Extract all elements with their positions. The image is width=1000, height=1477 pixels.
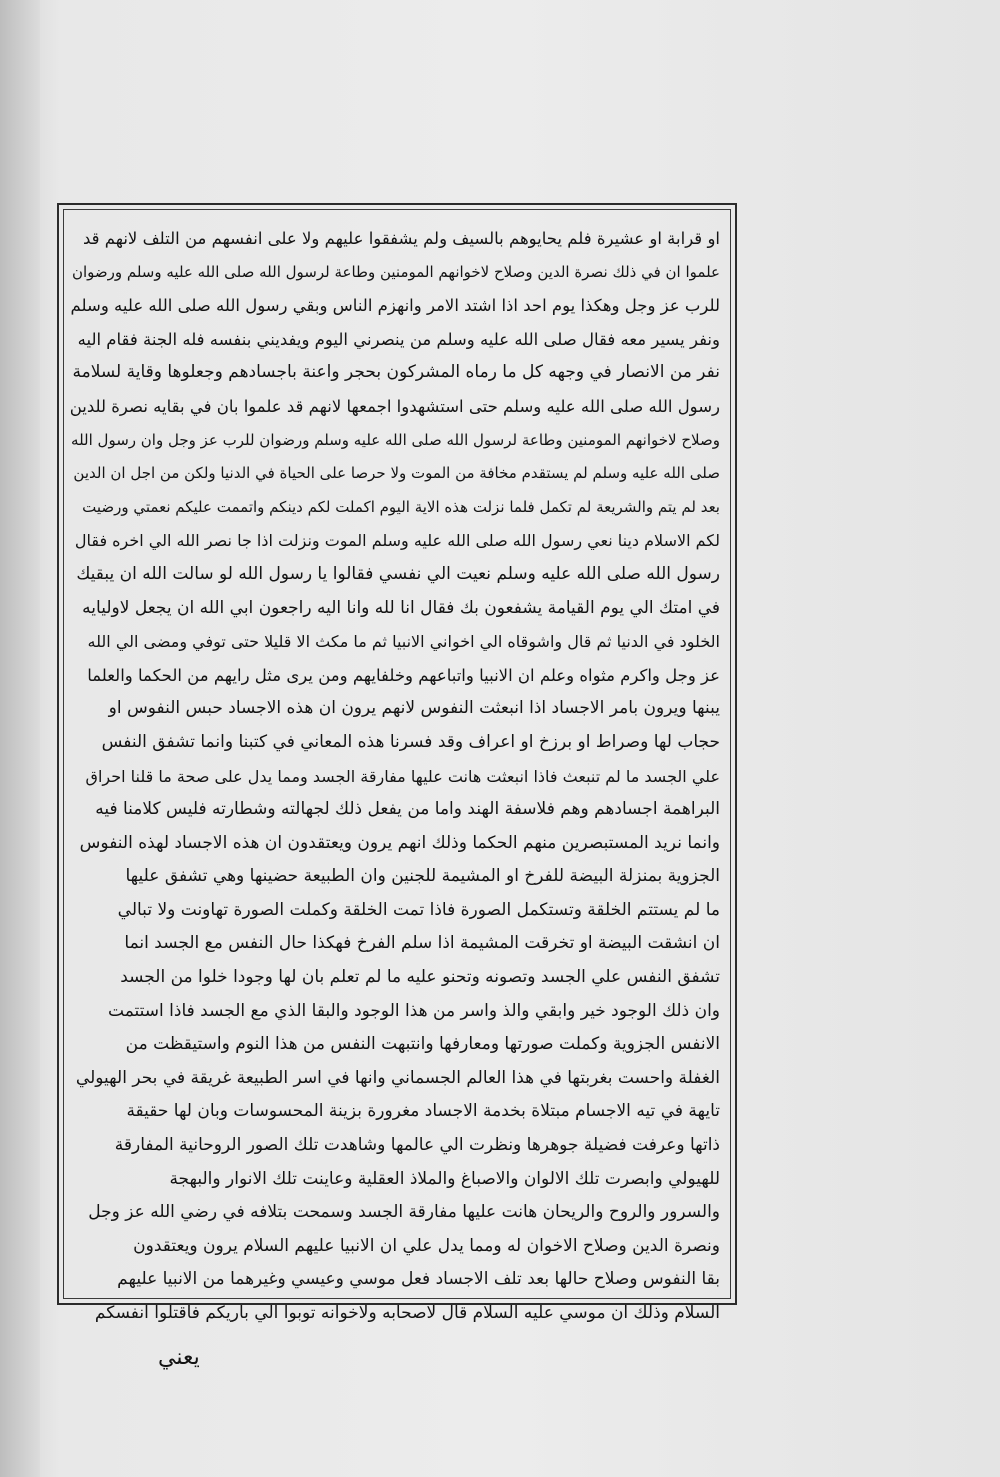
manuscript-line: تايهة في تيه الاجسام مبتلاة بخدمة الاجساد مغرورة بزينة المحسوسات وبان لها حقيقة (126, 1101, 720, 1122)
manuscript-line: يبنها ويرون بامر الاجساد اذا انبعثت النفوس لانهم يرون ان هذه الاجساد حبس النفوس او (108, 698, 720, 719)
manuscript-line: وان ذلك الوجود خير وابقي والذ واسر من هذا الوجود والبقا الذي مع الجسد فاذا استتمت (108, 1000, 720, 1021)
manuscript-line: للهيولي وابصرت تلك الالوان والاصباغ والملاذ العقلية وعاينت تلك الانوار والبهجة (169, 1168, 720, 1189)
manuscript-line: حجاب لها وصراط او برزخ او اعراف وقد فسرنا هذه المعاني في كتبنا وانما تشفق النفس (101, 731, 720, 752)
manuscript-line: علي الجسد ما لم تنبعث فاذا انبعثت هانت عليها مفارقة الجسد ومما يدل على صحة ما قلنا احراق (85, 766, 720, 786)
manuscript-line: بقا النفوس وصلاح حالها بعد تلف الاجساد فعل موسي وعيسي وغيرهما من الانبيا عليهم (117, 1269, 720, 1290)
manuscript-line: الجزوية بمنزلة البيضة للفرخ او المشيمة للجنين وان الطبيعة حضينها وهي تشفق عليها (125, 866, 720, 887)
manuscript-line: تشفق النفس علي الجسد وتصونه وتحنو عليه ما لم تعلم بان لها وجودا خلوا من الجسد (120, 967, 720, 988)
manuscript-line: صلى الله عليه وسلم لم يستقدم مخافة من الموت ولا حرصا على الحياة في الدنيا ولكن من اجل ان الدين (73, 464, 720, 483)
manuscript-line: وصلاح لاخوانهم المومنين وطاعة لرسول الله صلى الله عليه وسلم ورضوان للرب عز وجل وان رسول الله (71, 430, 720, 449)
manuscript-line: الغفلة واحست بغربتها في هذا العالم الجسماني وانها في اسر الطبيعة غريقة في بحر الهيولي (75, 1067, 720, 1088)
manuscript-line: عز وجل واكرم مثواه وعلم ان الانبيا واتباعهم وخلفايهم ومن يرى مثل رايهم من الحكما والعلما (87, 665, 720, 685)
manuscript-line: ونفر يسير معه فقال صلى الله عليه وسلم من ينصرني اليوم ويفديني بنفسه فله الجنة فقام اليه (77, 329, 720, 349)
manuscript-line: ما لم يستتم الخلقة وتستكمل الصورة فاذا تمت الخلقة وكملت الصورة تهاونت ولا تبالي (117, 899, 720, 920)
manuscript-line: للرب عز وجل وهكذا يوم احد اذا اشتد الامر وانهزم الناس وبقي رسول الله صلى الله عليه وسلم (70, 296, 720, 316)
manuscript-line: نفر من الانصار في وجهه كل ما رماه المشركون بحجر واعنة باجسادهم وجعلوها وقاية لسلامة (72, 362, 720, 383)
manuscript-line: والسرور والروح والريحان هانت عليها مفارقة الجسد وسمحت بتلافه في رضي الله عز وجل (88, 1202, 720, 1223)
manuscript-line: لكم الاسلام دينا نعي رسول الله صلى الله عليه وسلم الموت ونزلت اذا جا نصر الله الي اخره فقال (74, 531, 720, 551)
manuscript-line: الانفس الجزوية وكملت صورتها ومعارفها وانتبهت النفس من هذا النوم واستيقظت من (125, 1034, 720, 1055)
manuscript-line: البراهمة اجسادهم وهم فلاسفة الهند واما من يفعل ذلك لجهالته وشطارته فليس كلامنا فيه (95, 799, 720, 820)
manuscript-line: في امتك الي يوم القيامة يشفعون بك فقال انا لله وانا اليه راجعون ابي الله ان يجعل لاوليايه (82, 597, 720, 618)
manuscript-line: رسول الله صلى الله عليه وسلم حتى استشهدوا اجمعها لانهم قد علموا بان في بقايه نصرة للدين (70, 396, 720, 416)
manuscript-line: علموا ان في ذلك نصرة الدين وصلاح لاخوانهم المومنين وطاعة لرسول الله صلى الله عليه وسلم ورضوان (71, 262, 720, 281)
manuscript-line: ذاتها وعرفت فضيلة جوهرها ونظرت الي عالمها وشاهدت تلك الصور الروحانية المفارقة (114, 1135, 720, 1156)
manuscript-line: وانما نريد المستبصرين منهم الحكما وذلك انهم يرون ويعتقدون ان هذه الاجساد لهذه النفوس (79, 832, 720, 853)
manuscript-line: الخلود في الدنيا ثم قال واشوقاه الي اخواني الانبيا ثم ما مكث الا قليلا حتى توفي ومضى الي الله (87, 632, 720, 652)
manuscript-line: بعد لم يتم والشريعة لم تكمل فلما نزلت هذه الاية اليوم اكملت لكم دينكم واتممت عليكم نعمتي ورضيت (82, 497, 720, 516)
manuscript-line: ونصرة الدين وصلاح الاخوان له ومما يدل علي ان الانبيا عليهم السلام يرون ويعتقدون (133, 1235, 720, 1256)
manuscript-line: او قرابة او عشيرة فلم يحايوهم بالسيف ولم يشفقوا عليهم ولا على انفسهم من التلف لانهم قد (82, 229, 720, 248)
manuscript-line: رسول الله صلى الله عليه وسلم نعيت الي نفسي فقالوا يا رسول الله لو سالت الله ان يبقيك (76, 563, 720, 584)
manuscript-line: السلام وذلك ان موسي عليه السلام قال لاصحابه ولاخوانه توبوا الي باريكم فاقتلوا انفسكم (94, 1303, 720, 1323)
binding-gutter (0, 0, 40, 1477)
catchword: يعني (158, 1345, 200, 1370)
manuscript-text-block (70, 222, 720, 1331)
manuscript-line: ان انشقت البيضة او تخرقت المشيمة اذا سلم الفرخ فهكذا حال النفس مع الجسد انما (124, 933, 720, 954)
